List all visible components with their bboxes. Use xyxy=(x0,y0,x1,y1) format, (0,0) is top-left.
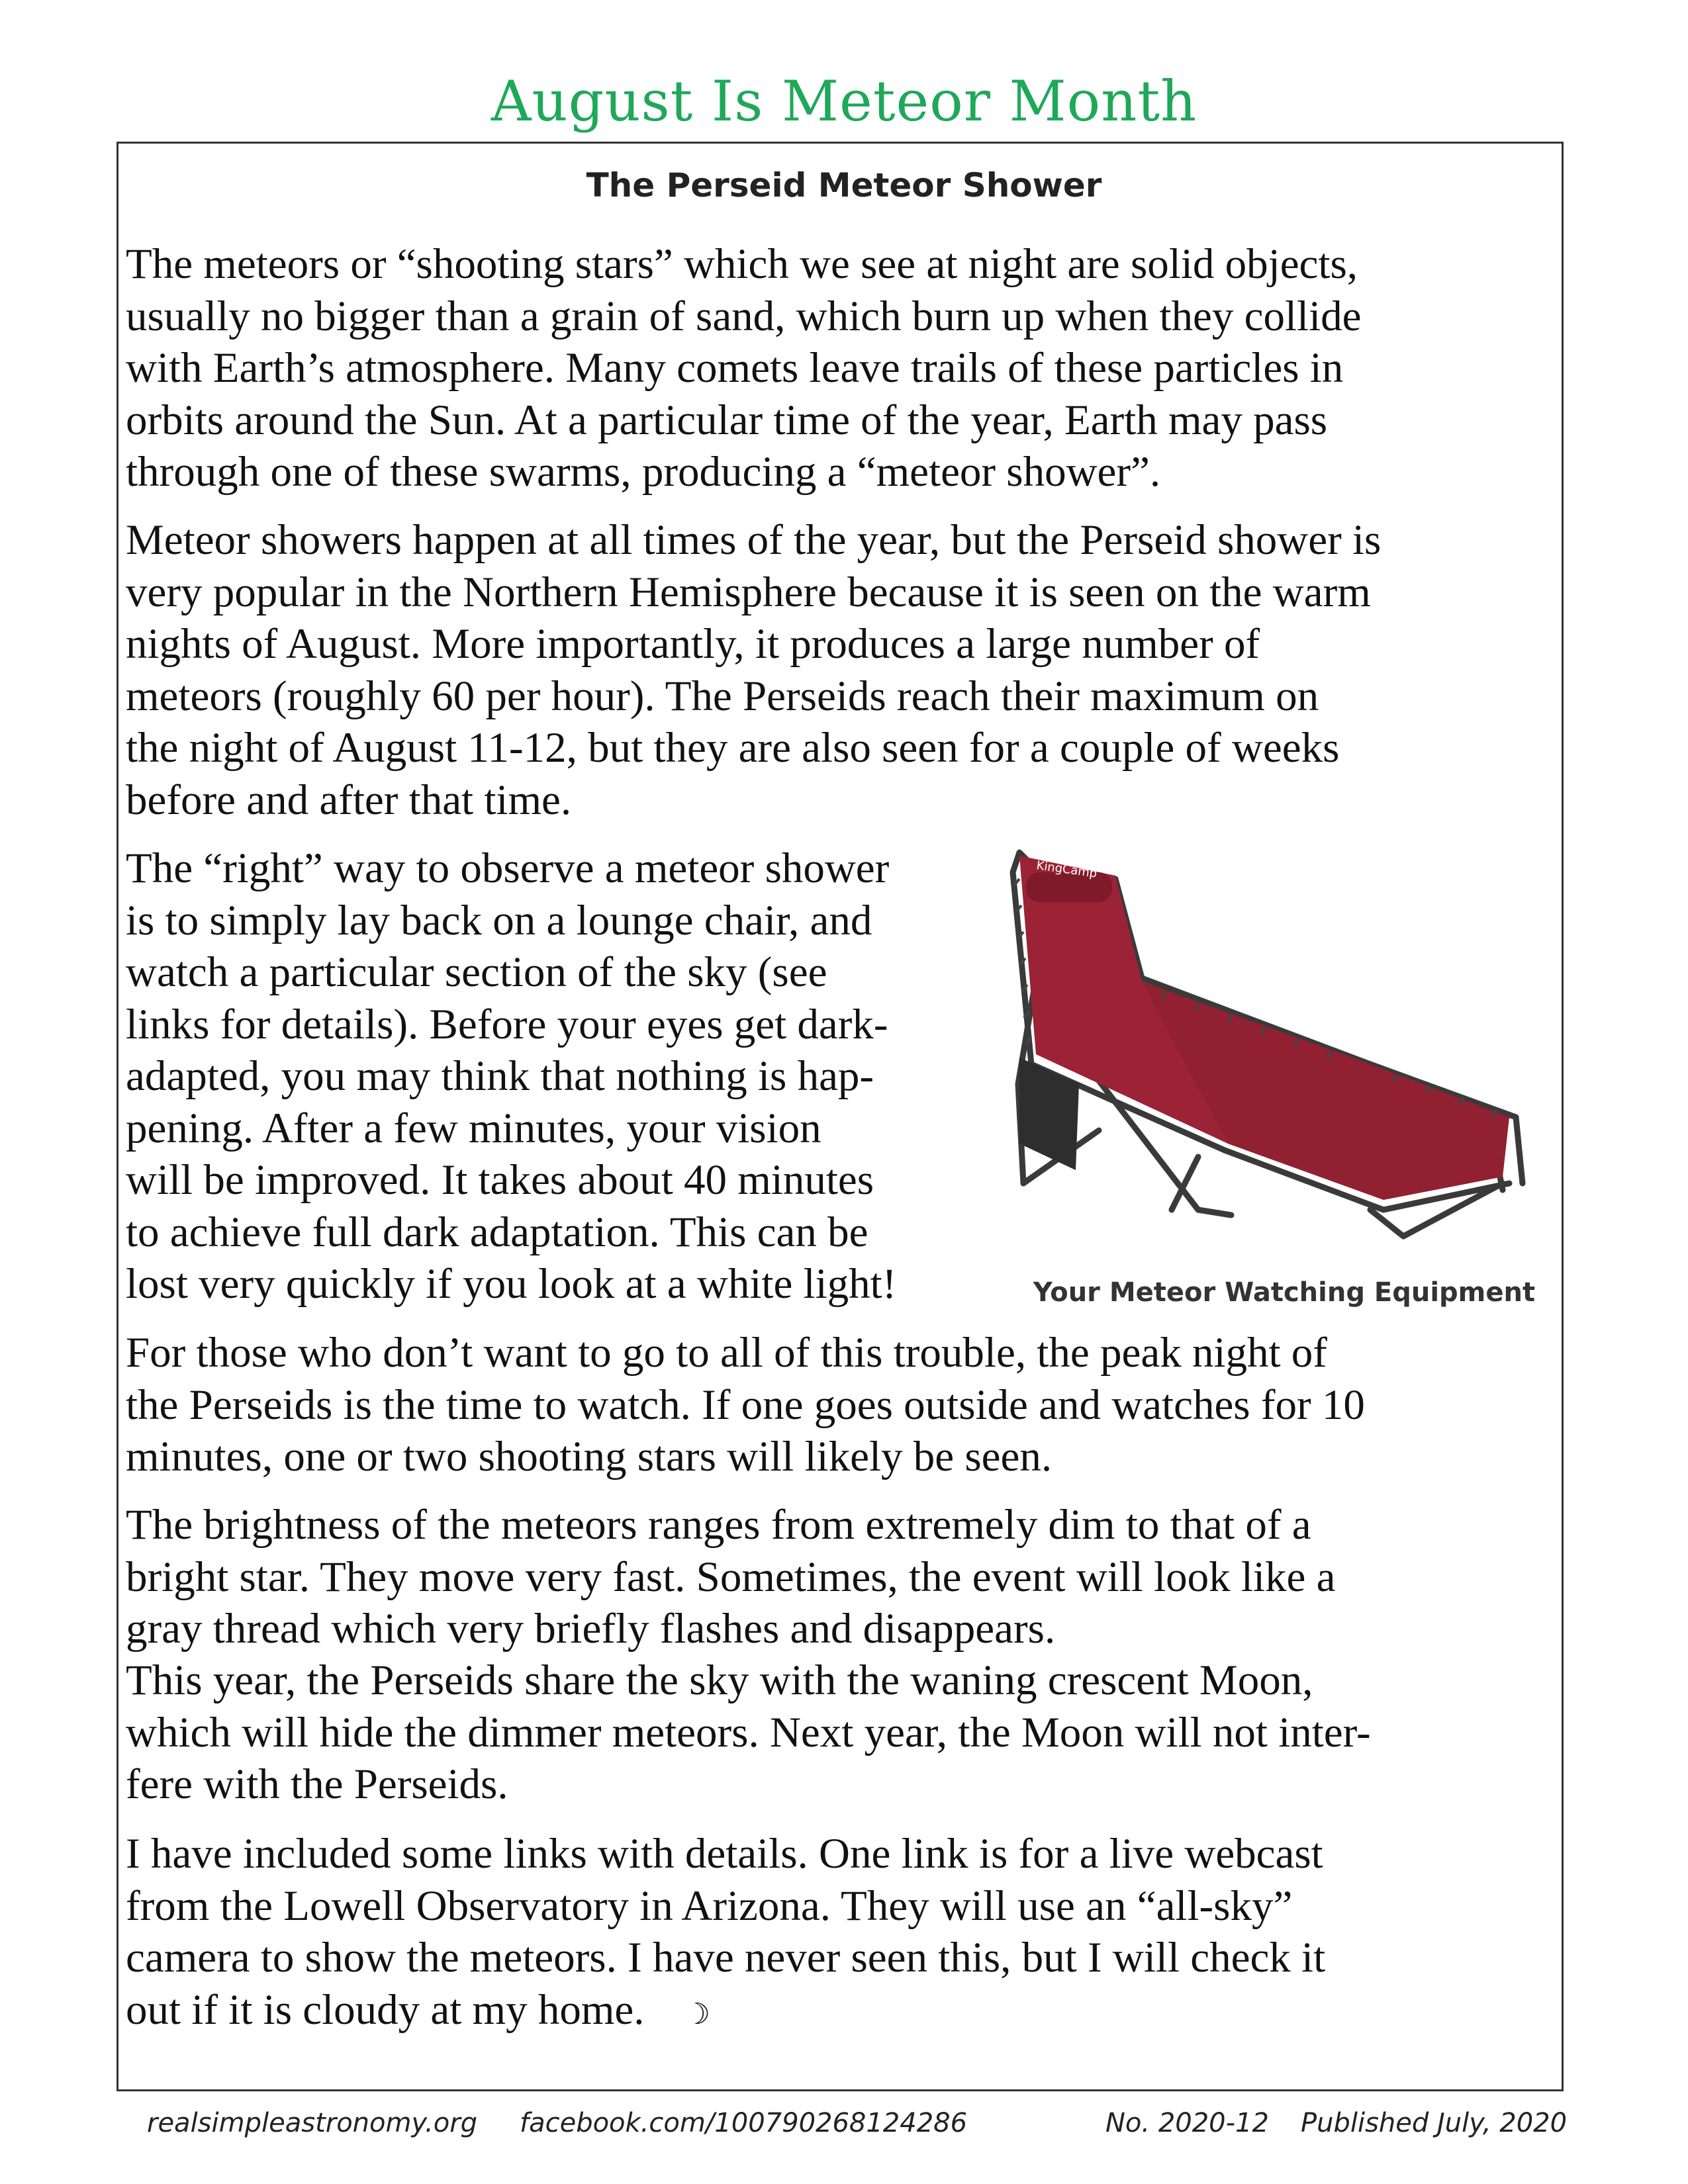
text-line: The meteors or “shooting stars” which we see at night are solid objects, xyxy=(126,240,1358,288)
chair-pocket xyxy=(1019,1058,1079,1170)
page-title: August Is Meteor Month xyxy=(491,69,1197,134)
text-line: through one of these swarms, producing a “meteor shower”. xyxy=(126,448,1161,496)
paragraph-intro xyxy=(126,238,1362,498)
text-line: This year, the Perseids share the sky with the waning crescent Moon, xyxy=(126,1657,1313,1704)
text-line: before and after that time. xyxy=(126,776,572,824)
text-line: nights of August. More importantly, it produces a large number of xyxy=(126,620,1260,668)
text-line: lost very quickly if you look at a white light! xyxy=(126,1260,897,1308)
article-subtitle: The Perseid Meteor Shower xyxy=(586,166,1102,205)
text-line: pening. After a few minutes, your vision xyxy=(126,1104,821,1152)
text-line: bright star. They move very fast. Sometimes, the event will look like a xyxy=(126,1553,1336,1601)
paragraph-how-to-observe xyxy=(126,842,896,1310)
text-line: usually no bigger than a grain of sand, which burn up when they collide xyxy=(126,292,1362,340)
footer-issue-number: No. 2020-12 xyxy=(1105,2108,1269,2138)
crescent-moon-icon: ☽ xyxy=(684,1997,710,2031)
text-line: adapted, you may think that nothing is hap- xyxy=(126,1052,874,1100)
text-line: the night of August 11-12, but they are also seen for a couple of weeks xyxy=(126,724,1340,772)
text-line: The “right” way to observe a meteor shower xyxy=(126,844,890,892)
paragraph-peak-night xyxy=(126,1327,1365,1483)
paragraph-popularity xyxy=(126,514,1381,826)
text-line: to achieve full dark adaptation. This can be xyxy=(126,1208,868,1256)
text-line: which will hide the dimmer meteors. Next year, the Moon will not inter- xyxy=(126,1708,1371,1756)
text-line: links for details). Before your eyes get dark- xyxy=(126,1000,888,1048)
lounge-chair-image xyxy=(1000,839,1556,1256)
text-line: out if it is cloudy at my home. xyxy=(126,1985,645,2034)
paragraph-moon xyxy=(126,1655,1371,1811)
text-line: fere with the Perseids. xyxy=(126,1760,508,1808)
footer-facebook-link[interactable]: facebook.com/100790268124286 xyxy=(520,2108,968,2138)
text-line: orbits around the Sun. At a particular time of the year, Earth may pass xyxy=(126,396,1328,444)
text-line: with Earth’s atmosphere. Many comets leave trails of these particles in xyxy=(126,344,1344,392)
text-line: the Perseids is the time to watch. If one goes outside and watches for 10 xyxy=(126,1381,1365,1429)
footer-published-date: Published July, 2020 xyxy=(1301,2108,1568,2138)
text-line: I have included some links with details. One link is for a live webcast xyxy=(126,1830,1323,1878)
text-line: is to simply lay back on a lounge chair, and xyxy=(126,896,872,944)
text-line: minutes, one or two shooting stars will likely be seen. xyxy=(126,1433,1053,1480)
text-line: will be improved. It takes about 40 minutes xyxy=(126,1156,874,1204)
paragraph-brightness xyxy=(126,1499,1335,1655)
text-line: gray thread which very briefly flashes and disappears. xyxy=(126,1605,1056,1653)
text-line: from the Lowell Observatory in Arizona. They will use an “all-sky” xyxy=(126,1882,1293,1930)
text-line: For those who don’t want to go to all of this trouble, the peak night of xyxy=(126,1329,1327,1377)
footer-website-link[interactable]: realsimpleastronomy.org xyxy=(147,2108,478,2138)
chair-brand-logo: KingCamp xyxy=(1035,858,1098,881)
text-line: Meteor showers happen at all times of the year, but the Perseid shower is xyxy=(126,516,1382,564)
text-line-with-end-mark xyxy=(126,1984,1325,2041)
paragraph-links xyxy=(126,1828,1325,2040)
text-line: very popular in the Northern Hemisphere because it is seen on the warm xyxy=(126,568,1371,616)
text-line: watch a particular section of the sky (see xyxy=(126,948,827,996)
text-line: meteors (roughly 60 per hour). The Perseids reach their maximum on xyxy=(126,672,1319,720)
figure-caption: Your Meteor Watching Equipment xyxy=(1033,1277,1536,1308)
page-footer xyxy=(0,2103,1688,2143)
text-line: camera to show the meteors. I have never seen this, but I will check it xyxy=(126,1934,1326,1981)
text-line: The brightness of the meteors ranges from extremely dim to that of a xyxy=(126,1501,1311,1549)
